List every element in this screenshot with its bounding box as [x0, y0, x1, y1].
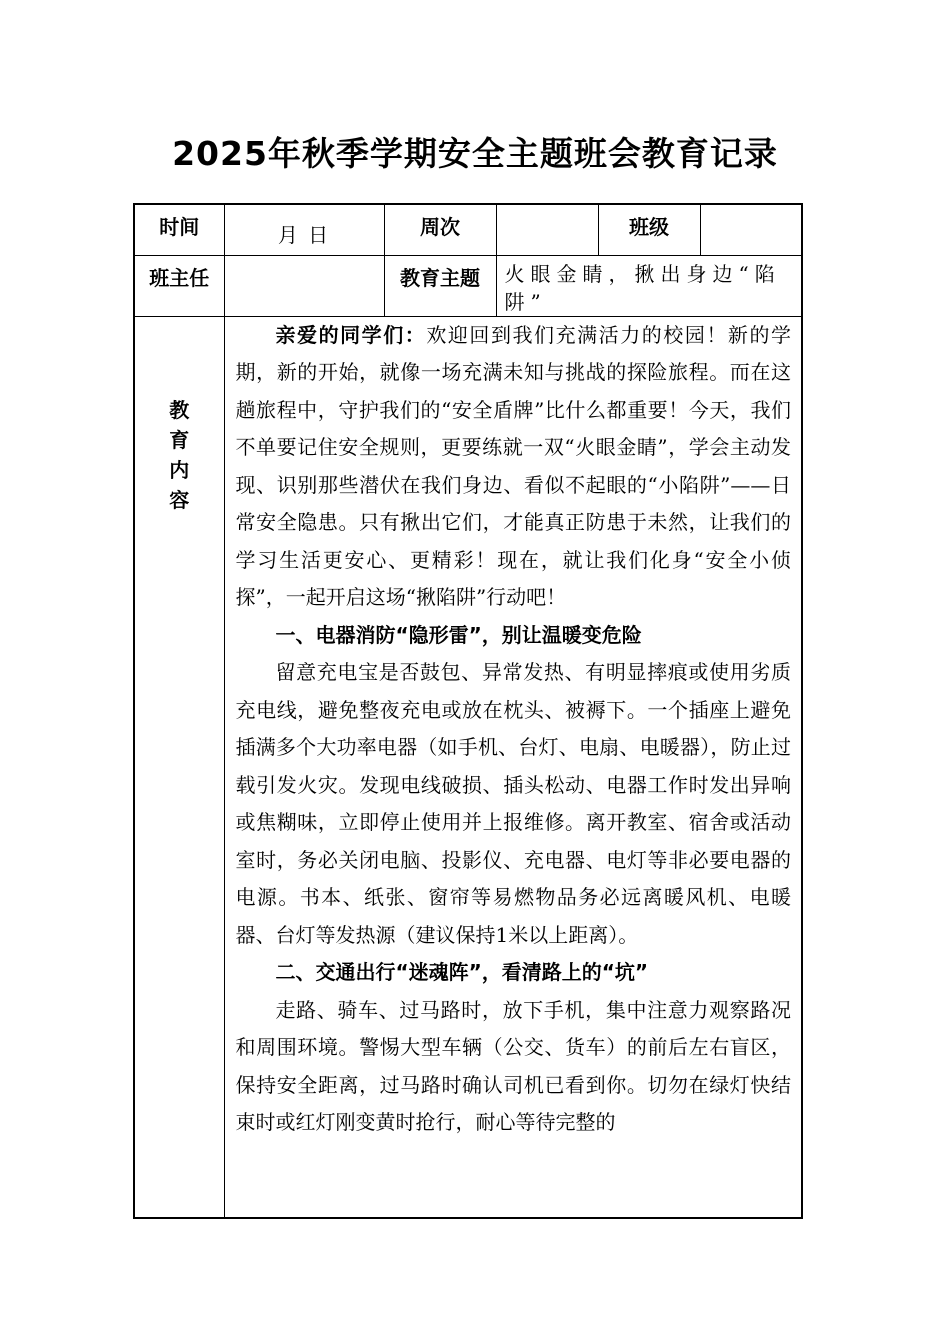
teacher-label: 班主任	[134, 255, 224, 316]
class-label: 班级	[598, 204, 700, 255]
content-cell	[224, 316, 802, 1218]
week-label: 周次	[384, 204, 496, 255]
header-row-2	[134, 255, 802, 316]
intro-lead: 亲爱的同学们：	[275, 322, 427, 347]
time-label: 时间	[134, 204, 224, 255]
theme-value: 火眼金睛，揪出身边“陷阱”	[496, 255, 802, 316]
week-value	[496, 204, 598, 255]
teacher-value	[224, 255, 384, 316]
class-value	[700, 204, 802, 255]
content-side-label: 教育内容	[169, 397, 190, 512]
section1-paragraph: 留意充电宝是否鼓包、异常发热、有明显摔痕或使用劣质充电线，避免整夜充电或放在枕头、被褥下。一个插座上避免插满多个大功率电器（如手机、台灯、电扇、电暖器），防止过载引发火灾。发现电线破损、插头松动、电器工作时发出异响或焦糊味，立即停止使用并上报维修。离开教室、宿舍或活动室时，务必关闭电脑、投影仪、充电器、电灯等非必要电器的电源。书本、纸张、窗帘等易燃物品务必远离暖风机、电暖器、台灯等发热源（建议保持1米以上距离）。	[235, 660, 791, 947]
record-table	[133, 203, 803, 1219]
header-row-1	[134, 204, 802, 255]
intro-paragraph	[236, 317, 792, 617]
date-value: 月 日	[224, 204, 384, 255]
section2-heading: 二、交通出行“迷魂阵”，看清路上的“坑”	[275, 960, 649, 984]
section1-heading: 一、电器消防“隐形雷”，别让温暖变危险	[275, 622, 642, 647]
theme-label: 教育主题	[384, 255, 496, 316]
page-title: 2025年秋季学期安全主题班会教育记录	[172, 134, 778, 173]
section2-paragraph: 走路、骑车、过马路时，放下手机，集中注意力观察路况和周围环境。警惕大型车辆（公交、货车）的前后左右盲区，保持安全距离，过马路时确认司机已看到你。切勿在绿灯快结束时或红灯刚变黄时抢行，耐心等待完整的	[235, 997, 791, 1134]
content-row	[134, 316, 802, 1218]
intro-text: 欢迎回到我们充满活力的校园！新的学期，新的开始，就像一场充满未知与挑战的探险旅程。而在这趟旅程中，守护我们的“安全盾牌”比什么都重要！今天，我们不单要记住安全规则，更要练就一双“火眼金睛”，学会主动发现、识别那些潜伏在我们身边、看似不起眼的“小陷阱”——日常安全隐患。只有揪出它们，才能真正防患于未然，让我们的学习生活更安心、更精彩！现在，就让我们化身“安全小侦探”，一起开启这场“揪陷阱”行动吧！	[235, 322, 792, 609]
content-side-cell	[134, 316, 224, 1218]
